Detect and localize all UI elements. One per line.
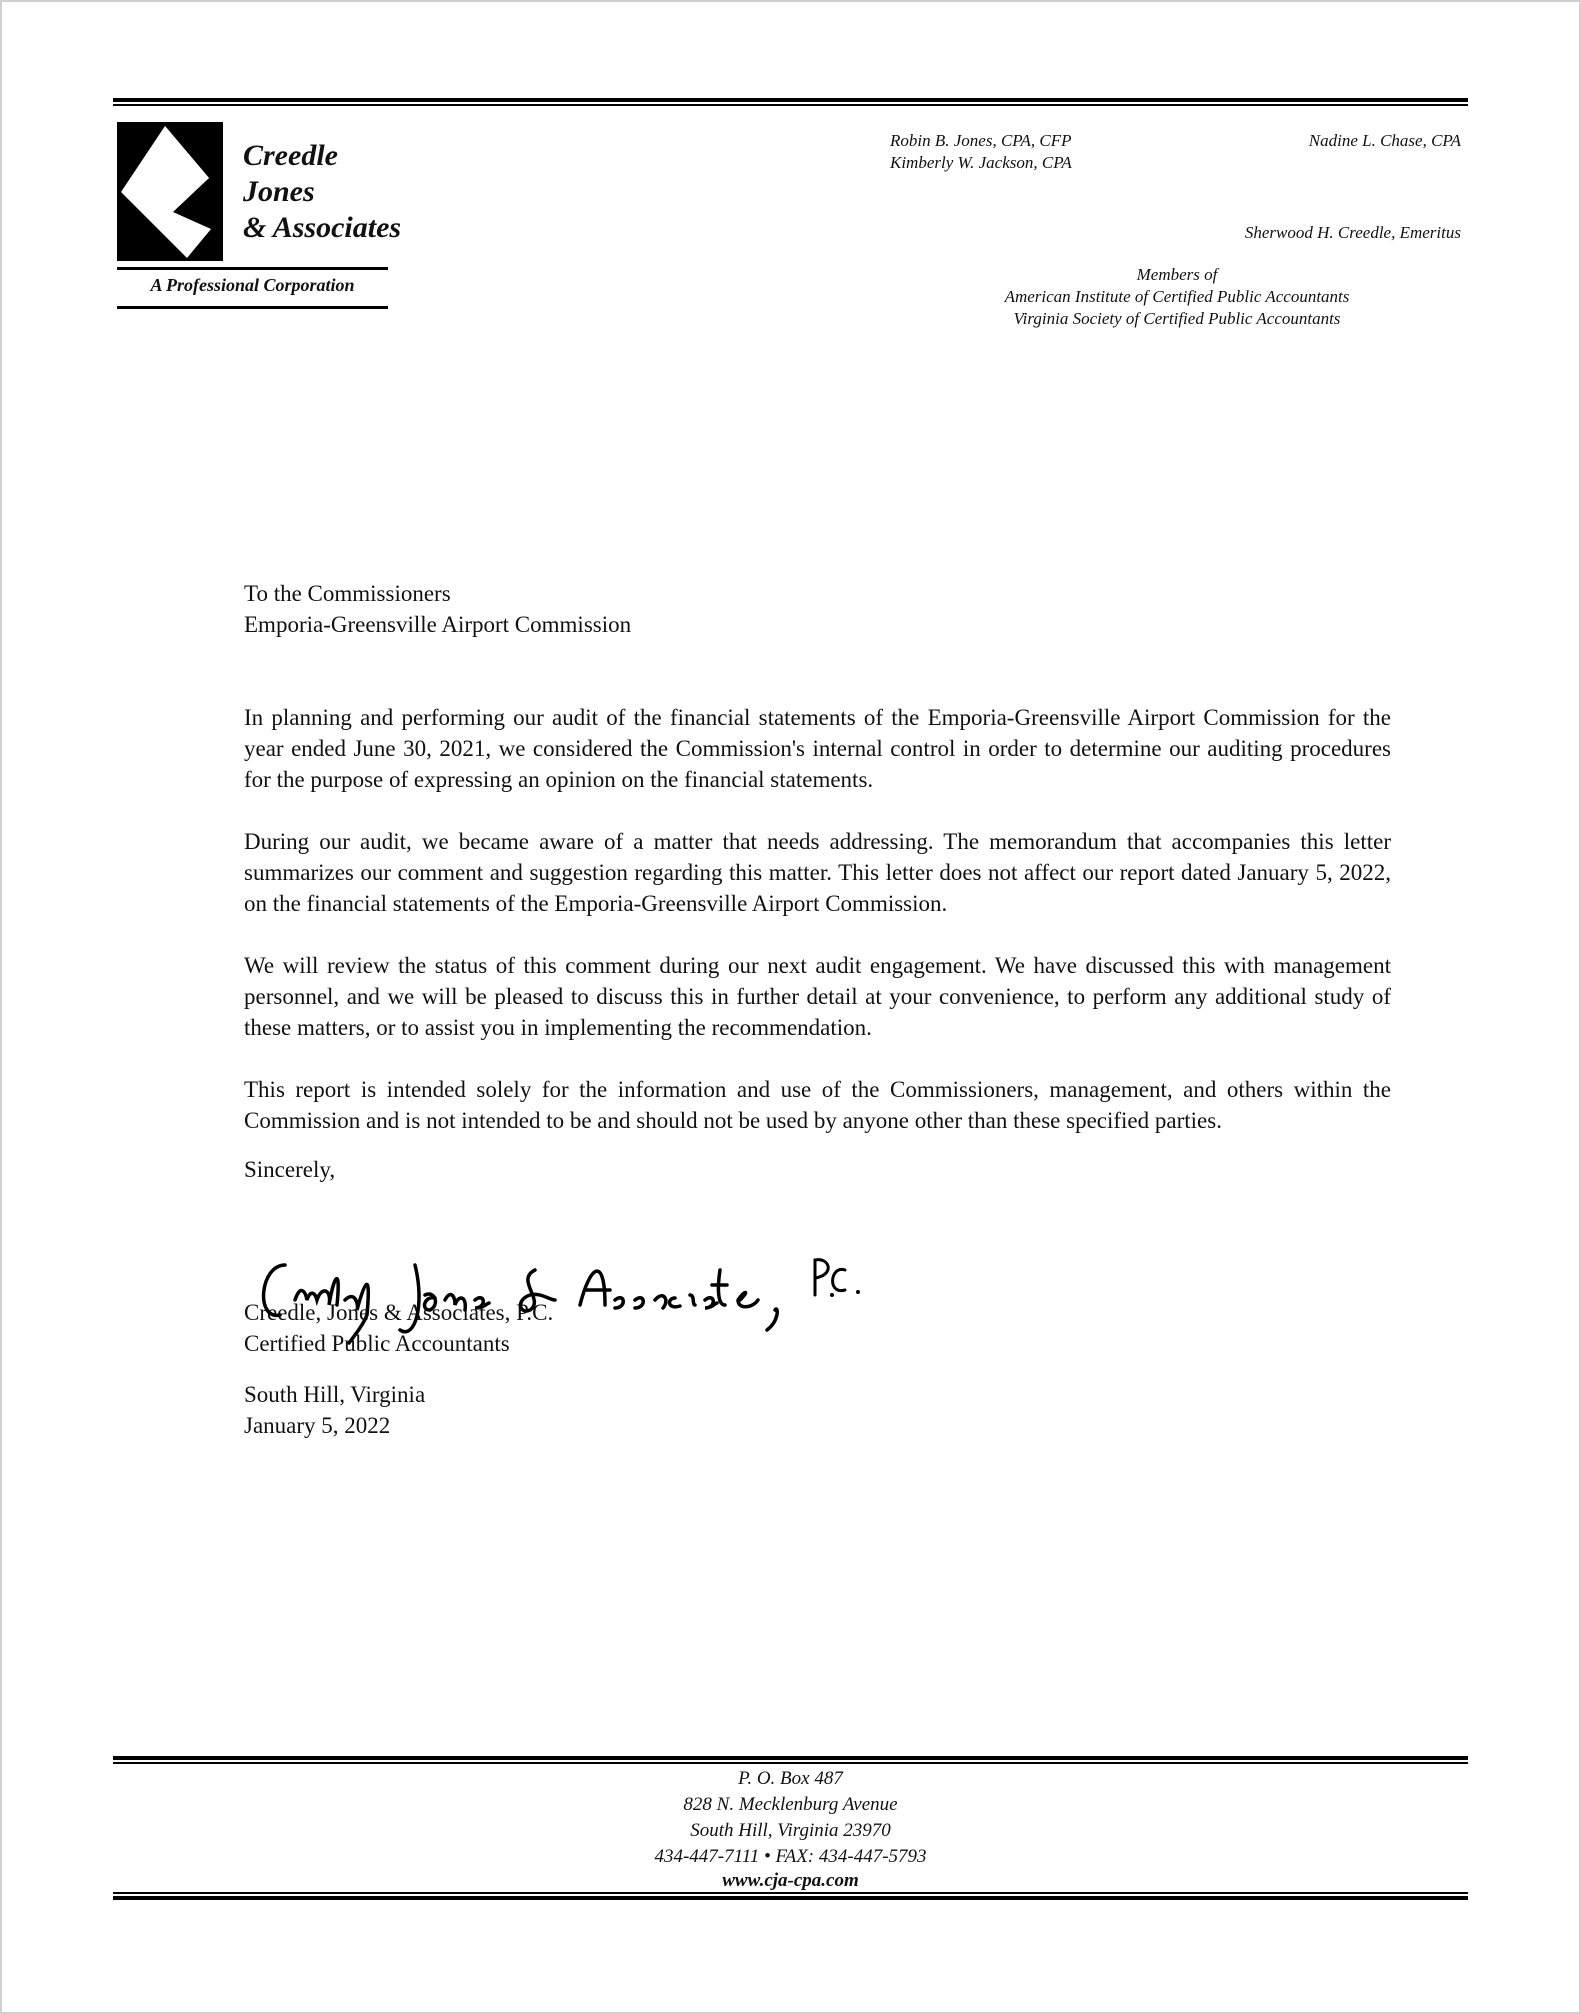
footer-line: 828 N. Mecklenburg Avenue (683, 1794, 898, 1815)
footer-phone-fax: 434-447-7111 • FAX: 434-447-5793 (654, 1846, 927, 1867)
membership-line: Virginia Society of Certified Public Accountants (1013, 309, 1341, 328)
footer-address (113, 1766, 1468, 1892)
firm-logo-icon (117, 122, 223, 261)
firm-name-line: Jones (243, 175, 315, 208)
header-rule (113, 98, 1468, 106)
footer-rule (113, 1756, 1468, 1764)
date: January 5, 2022 (244, 1413, 391, 1438)
addressee-line: To the Commissioners (244, 581, 451, 606)
membership-line: Members of (1136, 265, 1218, 284)
location-date (244, 1379, 1391, 1441)
partners-right (1309, 130, 1461, 152)
signer-line: Creedle, Jones & Associates, P.C. (244, 1300, 554, 1325)
firm-name-line: Creedle (243, 139, 338, 172)
location: South Hill, Virginia (244, 1382, 426, 1407)
footer-line: P. O. Box 487 (738, 1768, 843, 1789)
paragraph: In planning and performing our audit of the financial statements of the Emporia-Greensville Airport Commission for the year ended June 30, 2021, we considered the Commission's internal control in order to determine our auditing procedures for the purpose of expressing an opinion on the financial statements. (244, 705, 1391, 792)
partner-name: Robin B. Jones, CPA, CFP (890, 131, 1072, 150)
addressee-line: Emporia-Greensville Airport Commission (244, 612, 632, 637)
emeritus: Sherwood H. Creedle, Emeritus (1244, 223, 1461, 242)
membership-line: American Institute of Certified Public Accountants (1004, 287, 1350, 306)
footer-website: www.cja-cpa.com (722, 1870, 859, 1891)
paragraph: This report is intended solely for the information and use of the Commissioners, management, and others within the Commission and is not intended to be and should not be used by anyone other than these specified parties. (244, 1077, 1391, 1133)
memberships (977, 264, 1377, 330)
divider (117, 306, 388, 309)
closing: Sincerely, (244, 1157, 336, 1182)
tagline: A Professional Corporation (150, 275, 355, 295)
partners-left (890, 130, 1072, 174)
firm-name-line: & Associates (243, 211, 402, 244)
signer-line: Certified Public Accountants (244, 1331, 510, 1356)
footer-line: South Hill, Virginia 23970 (690, 1820, 891, 1841)
handwritten-signature (250, 1240, 1010, 1355)
partner-name: Nadine L. Chase, CPA (1308, 131, 1461, 150)
addressee (244, 578, 1391, 640)
paragraph: We will review the status of this comment during our next audit engagement. We have discussed this with management personnel, and we will be pleased to discuss this in further detail at your convenience, to perform any additional study of these matters, or to assist you in implementing the recommendation. (244, 953, 1391, 1040)
footer-bottom-rule (113, 1892, 1468, 1900)
partner-name: Kimberly W. Jackson, CPA (890, 153, 1072, 172)
firm-name (243, 138, 401, 246)
divider (117, 267, 388, 270)
paragraph: During our audit, we became aware of a matter that needs addressing. The memorandum that accompanies this letter summarizes our comment and suggestion regarding this matter. This letter does not affect our report dated January 5, 2022, on the financial statements of the Emporia-Greensville Airport Commission. (244, 829, 1391, 916)
